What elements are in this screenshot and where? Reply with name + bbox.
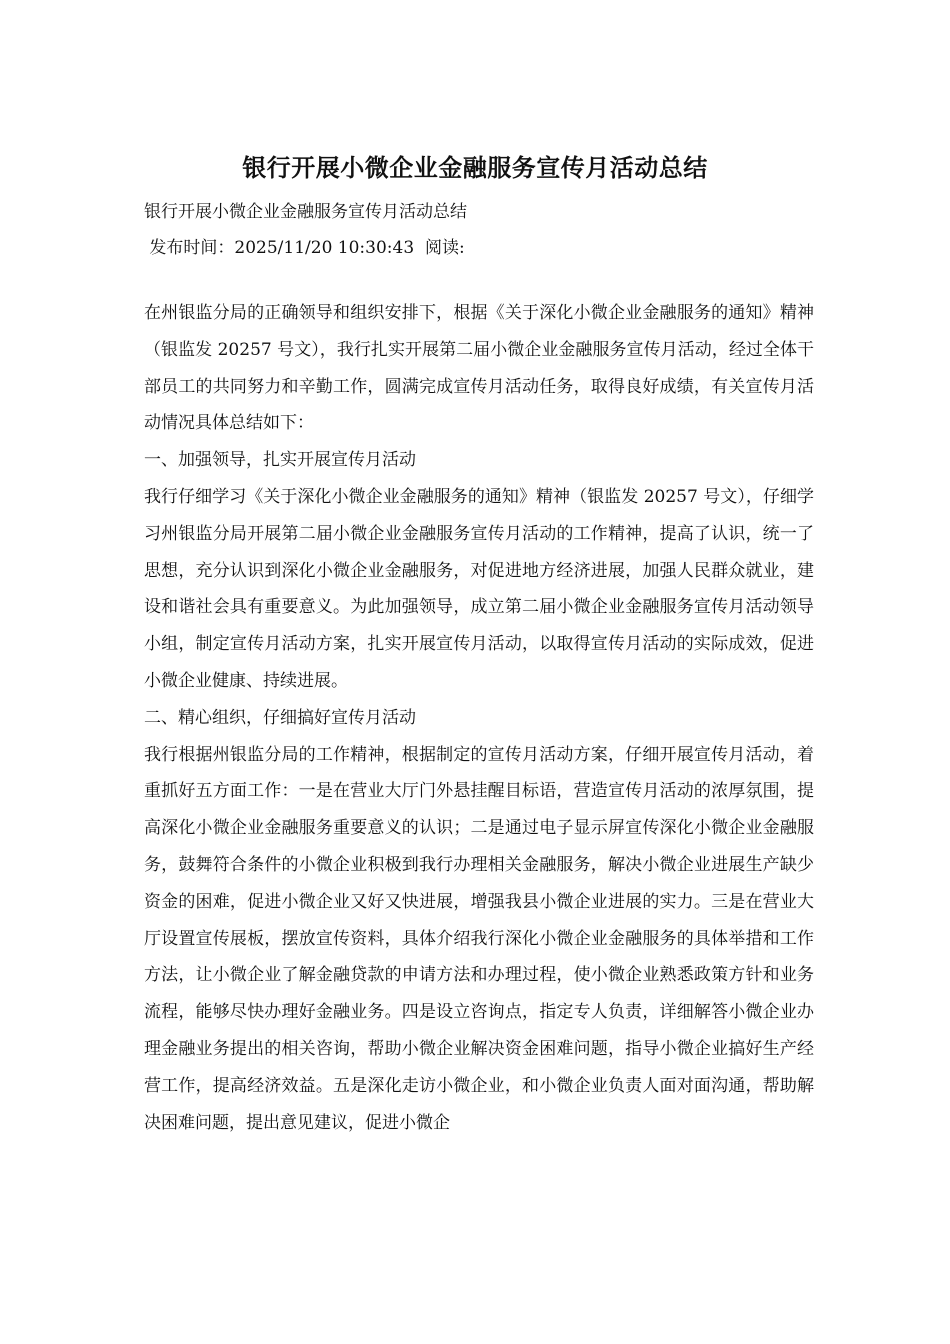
section-paragraph-2: 我行根据州银监分局的工作精神，根据制定的宣传月活动方案，仔细开展宣传月活动，着重抓好五方面工作：一是在营业大厅门外悬挂醒目标语，营造宣传月活动的浓厚氛围，提高深化小微企业金融服务重要意义的认识；二是通过电子显示屏宣传深化小微企业金融服务，鼓舞符合条件的小微企业积极到我行办理相关金融服务，解决小微企业进展生产缺少资金的困难，促进小微企业又好又快进展，增强我县小微企业进展的实力。三是在营业大厅设置宣传展板，摆放宣传资料，具体介绍我行深化小微企业金融服务的具体举措和工作方法，让小微企业了解金融贷款的申请方法和办理过程，使小微企业熟悉政策方针和业务流程，能够尽快办理好金融业务。四是设立咨询点，指定专人负责，详细解答小微企业办理金融业务提出的相关咨询，帮助小微企业解决资金困难问题，指导小微企业搞好生产经营工作，提高经济效益。五是深化走访小微企业，和小微企业负责人面对面沟通，帮助解决困难问题，提出意见建议，促进小微企 — [144, 744, 814, 1133]
document-subtitle: 银行开展小微企业金融服务宣传月活动总结 — [144, 202, 467, 222]
intro-paragraph: 在州银监分局的正确领导和组织安排下，根据《关于深化小微企业金融服务的通知》精神（银监发 20257 号文），我行扎实开展第二届小微企业金融服务宣传月活动，经过全体干部员工的共同努力和辛勤工作，圆满完成宣传月活动任务，取得良好成绩，有关宣传月活动情况具体总结如下： — [144, 303, 814, 434]
section-heading-1: 一、加强领导，扎实开展宣传月活动 — [144, 450, 416, 471]
publish-meta: 发布时间：2025/11/20 10:30:43 阅读: — [144, 238, 465, 258]
section-paragraph-1: 我行仔细学习《关于深化小微企业金融服务的通知》精神（银监发 20257 号文），仔细学习州银监分局开展第二届小微企业金融服务宣传月活动的工作精神，提高了认识，统一了思想，充分认识到深化小微企业金融服务，对促进地方经济进展，加强人民群众就业，建设和谐社会具有重要意义。为此加强领导，成立第二届小微企业金融服务宣传月活动领导小组，制定宣传月活动方案，扎实开展宣传月活动，以取得宣传月活动的实际成效，促进小微企业健康、持续进展。 — [144, 486, 814, 691]
document-title: 银行开展小微企业金融服务宣传月活动总结 — [242, 154, 708, 182]
document-body — [144, 295, 814, 1141]
section-heading-2: 二、精心组织，仔细搞好宣传月活动 — [144, 707, 416, 728]
